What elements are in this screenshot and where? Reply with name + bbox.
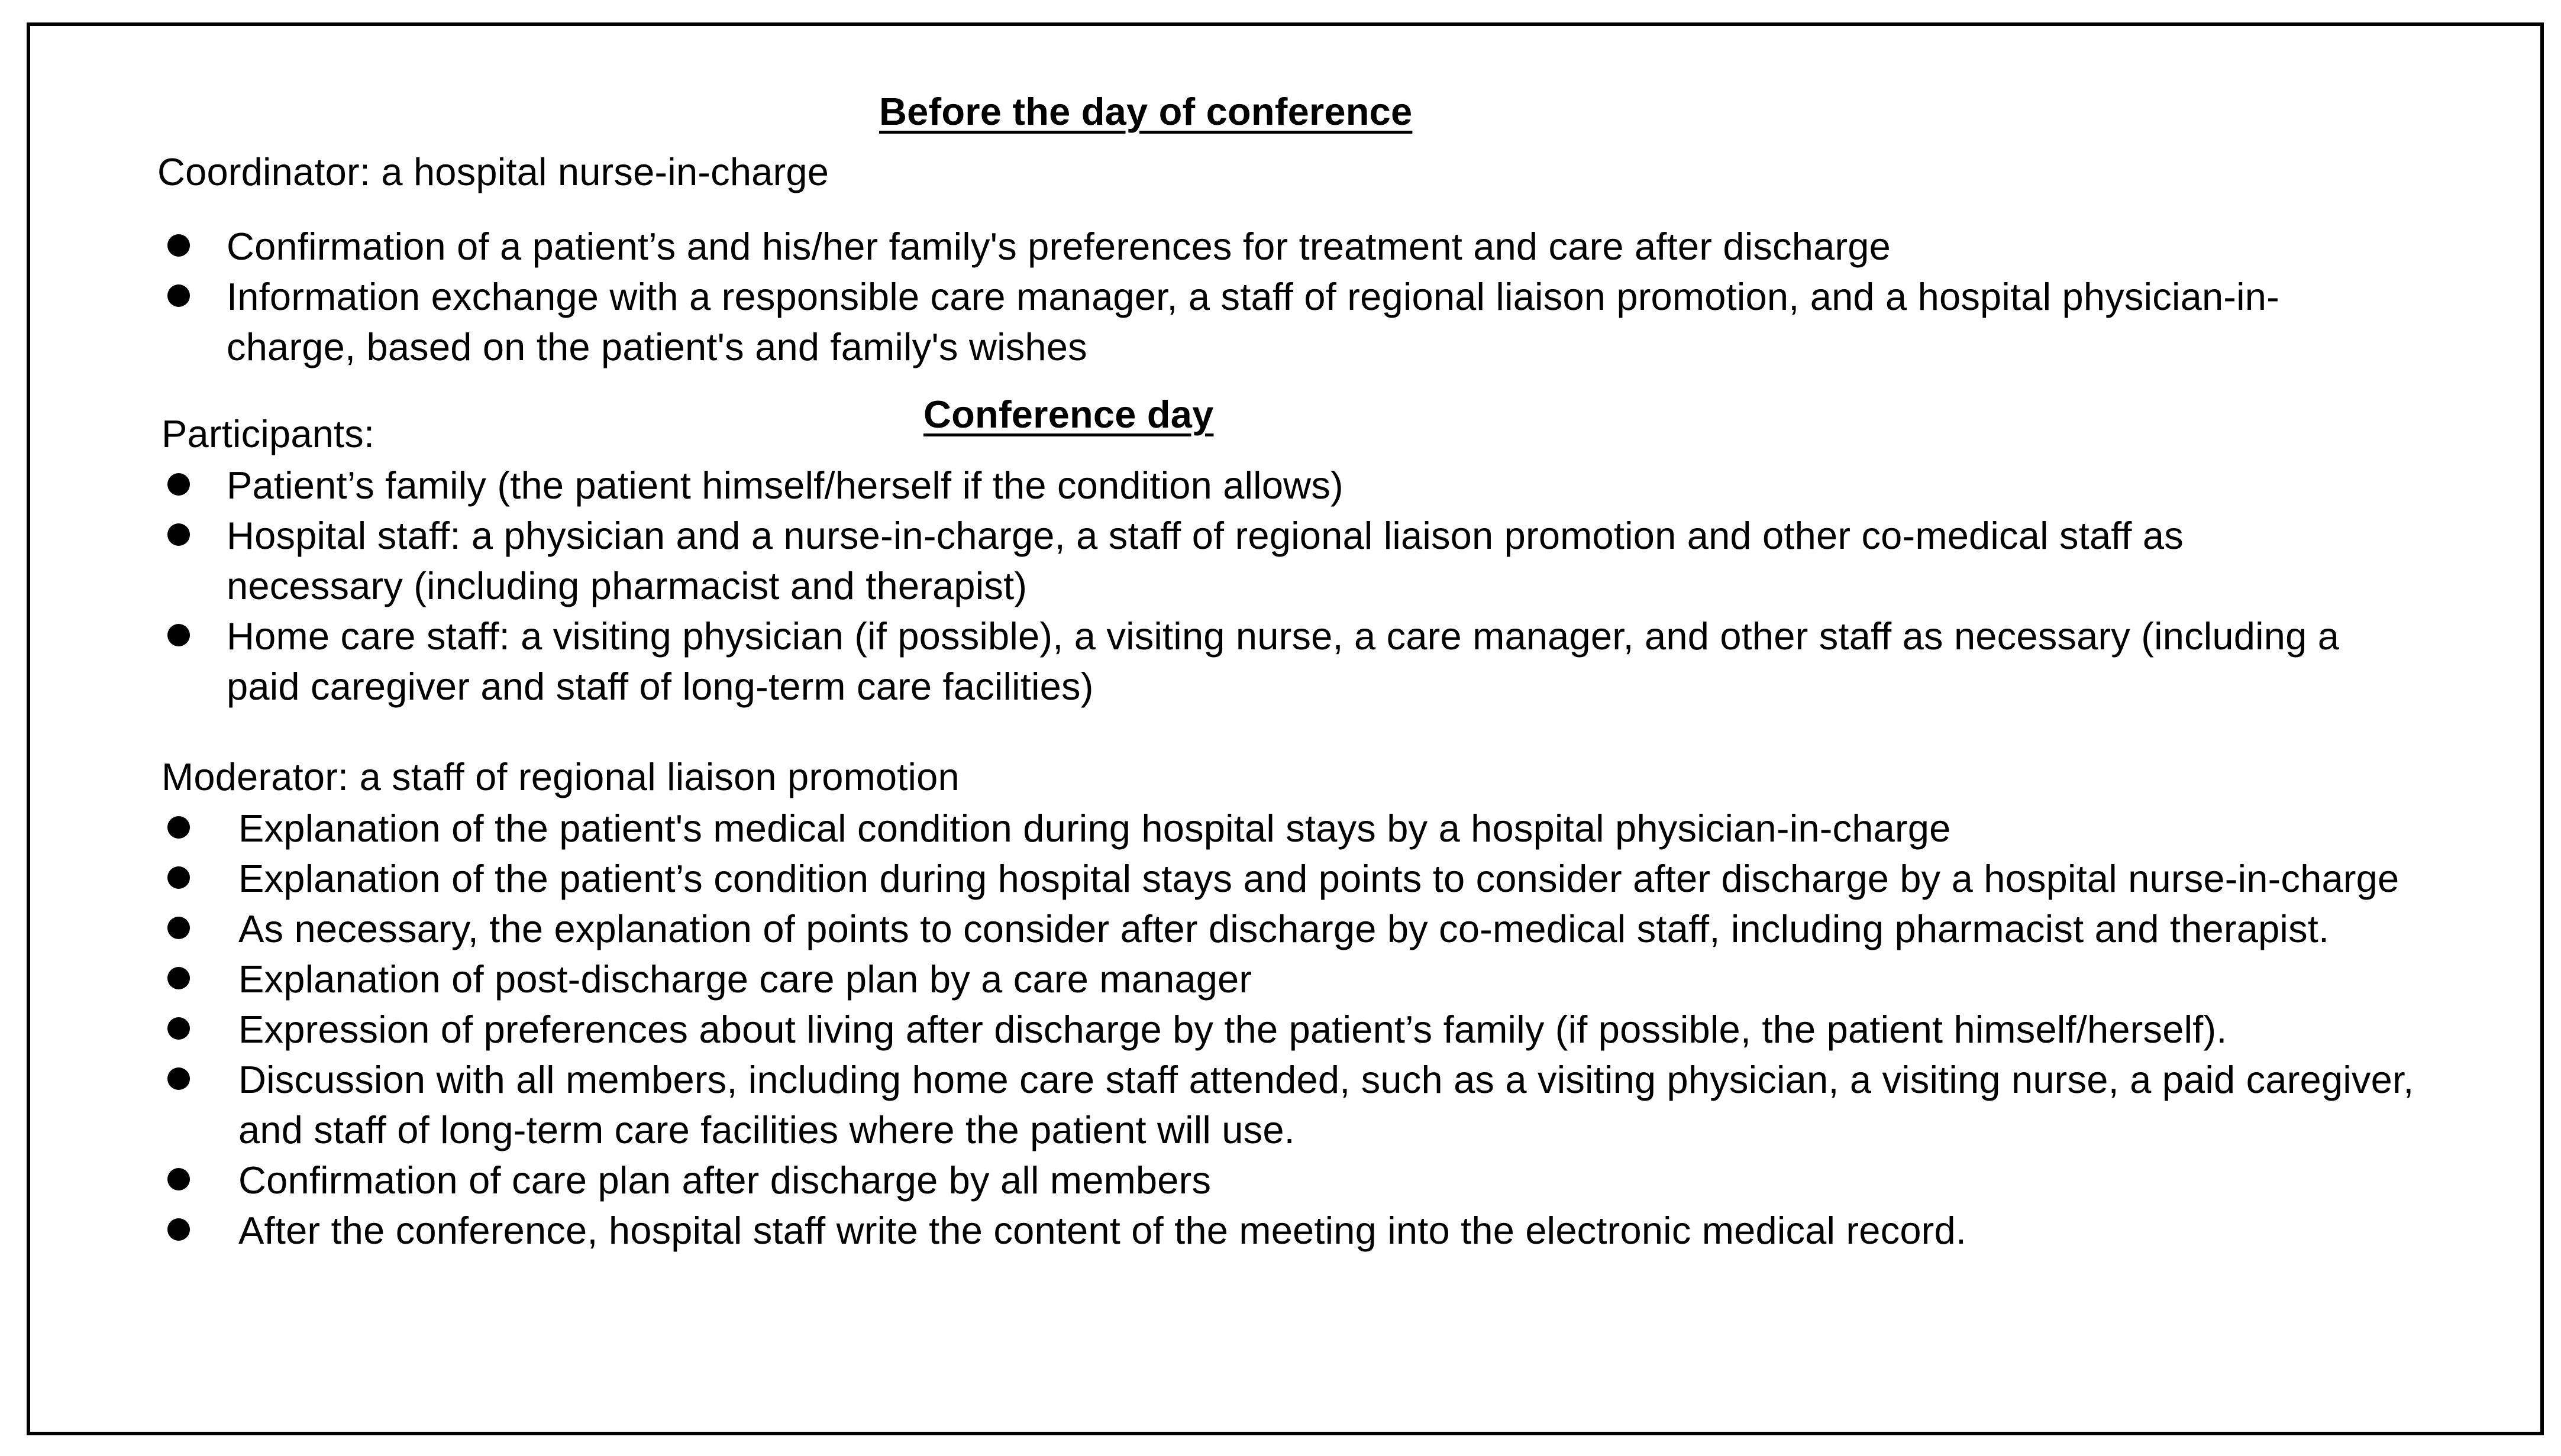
- list-item: [167, 221, 2356, 271]
- list-item-text: Explanation of post-discharge care plan by a care manager: [238, 957, 1252, 1001]
- section-title-conference-day: Conference day: [923, 393, 1214, 436]
- list-item-text: Confirmation of a patient’s and his/her family's preferences for treatment and care after discharge: [227, 225, 1891, 268]
- before-day-list: [167, 221, 2356, 372]
- bullet-icon: [167, 234, 190, 257]
- bullet-icon: [167, 1067, 190, 1090]
- bullet-icon: [167, 1218, 190, 1241]
- list-item-text: Information exchange with a responsible care manager, a staff of regional liaison promotion, and a hospital physician-in-charge, based on the patient's and family's wishes: [227, 275, 2279, 368]
- participants-list: [167, 460, 2356, 711]
- list-item-text: Home care staff: a visiting physician (if possible), a visiting nurse, a care manager, and other staff as necessary (including a paid caregiver and staff of long-term care facilities): [227, 614, 2340, 708]
- list-item: [167, 803, 2451, 853]
- list-item: [167, 1004, 2451, 1054]
- list-item-text: After the conference, hospital staff write the content of the meeting into the electronic medical record.: [238, 1209, 1967, 1252]
- list-item: [167, 853, 2451, 904]
- coordinator-line: Coordinator: a hospital nurse-in-charge: [157, 150, 829, 193]
- list-item-text: Discussion with all members, including home care staff attended, such as a visiting physician, a visiting nurse, a paid caregiver, and staff of long-term care facilities where the patient will use.: [238, 1058, 2414, 1151]
- list-item: [167, 1155, 2451, 1205]
- list-item: [167, 510, 2356, 611]
- bullet-icon: [167, 816, 190, 839]
- moderator-line: Moderator: a staff of regional liaison promotion: [162, 755, 960, 798]
- bullet-icon: [167, 624, 190, 646]
- bullet-icon: [167, 1017, 190, 1040]
- participants-label: Participants:: [162, 412, 375, 455]
- list-item-text: Confirmation of care plan after discharge by all members: [238, 1159, 1212, 1202]
- list-item: [167, 954, 2451, 1004]
- bullet-icon: [167, 866, 190, 889]
- moderator-list: [167, 803, 2451, 1256]
- bullet-icon: [167, 473, 190, 496]
- list-item: [167, 460, 2356, 510]
- bullet-icon: [167, 284, 190, 307]
- section-title-before-day: Before the day of conference: [879, 90, 1413, 133]
- list-item: [167, 904, 2451, 954]
- list-item-text: As necessary, the explanation of points to consider after discharge by co-medical staff, including pharmacist and therapist.: [238, 907, 2330, 950]
- bullet-icon: [167, 523, 190, 546]
- list-item-text: Explanation of the patient’s condition during hospital stays and points to consider after discharge by a hospital nurse-in-charge: [238, 857, 2399, 900]
- list-item-text: Hospital staff: a physician and a nurse-in-charge, a staff of regional liaison promotion and other co-medical staff as necessary (including pharmacist and therapist): [227, 514, 2184, 607]
- list-item-text: Patient’s family (the patient himself/herself if the condition allows): [227, 464, 1344, 507]
- list-item-text: Expression of preferences about living after discharge by the patient’s family (if possible, the patient himself/herself).: [238, 1008, 2227, 1051]
- list-item: [167, 1205, 2451, 1256]
- list-item-text: Explanation of the patient's medical condition during hospital stays by a hospital physician-in-charge: [238, 807, 1951, 850]
- list-item: [167, 1054, 2451, 1155]
- document-frame: [27, 22, 2544, 1435]
- bullet-icon: [167, 917, 190, 939]
- bullet-icon: [167, 1168, 190, 1190]
- list-item: [167, 271, 2356, 372]
- list-item: [167, 611, 2356, 711]
- bullet-icon: [167, 967, 190, 989]
